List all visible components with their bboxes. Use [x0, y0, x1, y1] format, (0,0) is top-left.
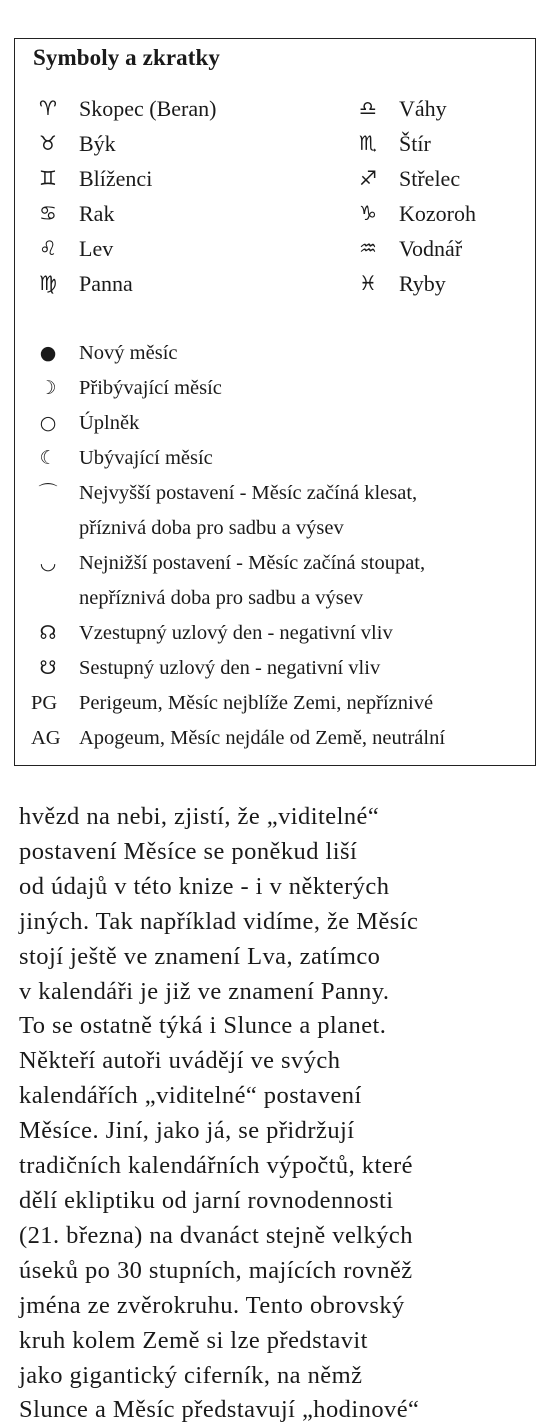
legend-text: Apogeum, Měsíc nejdále od Země, neutrální: [79, 727, 446, 749]
text-line: Někteří autoři uvádějí ve svých: [19, 1047, 341, 1075]
zodiac-label: Kozoroh: [399, 201, 476, 226]
body-paragraph: [19, 800, 534, 1428]
text-line: Slunce a Měsíc představují „hodinové“: [19, 1396, 420, 1424]
symbols-legend-box: [14, 38, 536, 766]
text-line: kalendářích „viditelné“ postavení: [19, 1082, 362, 1110]
text-line: (21. března) na dvanáct stejně velkých: [19, 1221, 413, 1249]
pisces-icon: ♓: [359, 271, 377, 295]
zodiac-label: Lev: [79, 236, 114, 261]
text-line: stojí ještě ve znamení Lva, zatímco: [19, 942, 381, 970]
cancer-icon: ♋: [39, 201, 57, 225]
legend-item: [31, 721, 531, 756]
full-moon-icon: ○: [39, 412, 57, 434]
zodiac-label: Blíženci: [79, 166, 153, 191]
text-line: v kalendáři je již ve znamení Panny.: [19, 977, 390, 1005]
descending-node-icon: ☋: [39, 657, 57, 679]
text-line: tradičních kalendářních výpočtů, které: [19, 1152, 413, 1180]
zodiac-label: Střelec: [399, 166, 461, 191]
text-line: dělí ekliptiku od jarní rovnodennosti: [19, 1186, 394, 1214]
virgo-icon: ♍: [39, 271, 57, 295]
ascending-node-icon: ☊: [39, 622, 57, 644]
zodiac-label: Rak: [79, 201, 115, 226]
legend-item: [31, 651, 531, 686]
legend-text: Úplněk: [79, 412, 140, 434]
zodiac-label: Býk: [79, 131, 116, 156]
zodiac-label: Váhy: [399, 96, 447, 121]
zodiac-label: Vodnář: [399, 236, 463, 261]
new-moon-icon: ●: [39, 342, 57, 364]
text-line: Měsíce. Jiní, jako já, se přidržují: [19, 1117, 355, 1145]
legend-title: Symboly a zkratky: [33, 45, 220, 70]
zodiac-label: Štír: [399, 131, 431, 156]
text-line: jako gigantický ciferník, na němž: [19, 1361, 363, 1389]
text-line: jména ze zvěrokruhu. Tento obrovský: [19, 1291, 405, 1319]
legend-item: [31, 336, 531, 371]
legend-text: Ubývající měsíc: [79, 447, 213, 469]
highest-position-icon: ⌒: [38, 482, 58, 504]
sagittarius-icon: ♐: [359, 166, 377, 190]
taurus-icon: ♉: [39, 131, 57, 155]
capricorn-icon: ♑: [359, 201, 377, 225]
legend-text: Nejvyšší postavení - Měsíc začíná klesat,: [79, 482, 418, 504]
text-line: kruh kolem Země si lze představit: [19, 1326, 368, 1354]
scorpio-icon: ♏: [359, 131, 377, 155]
gemini-icon: ♊: [39, 166, 57, 190]
text-line: postavení Měsíce se poněkud liší: [19, 837, 358, 865]
apogee-abbrev: AG: [31, 727, 61, 749]
aquarius-icon: ♒: [359, 236, 377, 260]
legend-text: Vzestupný uzlový den - negativní vliv: [79, 622, 393, 644]
legend-text: Přibývající měsíc: [79, 377, 222, 399]
legend-item: [31, 441, 531, 476]
moon-symbols-legend: [31, 336, 531, 756]
legend-item: [31, 546, 531, 616]
perigee-abbrev: PG: [31, 692, 58, 714]
legend-text: Nový měsíc: [79, 342, 178, 364]
lowest-position-icon: ◡: [39, 552, 57, 574]
legend-text-continued: příznivá doba pro sadbu a výsev: [79, 517, 344, 539]
waning-moon-icon: ☾: [39, 447, 57, 469]
legend-text: Nejnižší postavení - Měsíc začíná stoupat,: [79, 552, 426, 574]
legend-item: [31, 476, 531, 546]
text-line: To se ostatně týká i Slunce a planet.: [19, 1012, 387, 1040]
legend-text-continued: nepříznivá doba pro sadbu a výsev: [79, 587, 364, 609]
aries-icon: ♈: [39, 96, 57, 120]
text-line: hvězd na nebi, zjistí, že „viditelné“: [19, 803, 380, 830]
legend-item: [31, 616, 531, 651]
text-line: úseků po 30 stupních, majících rovněž: [19, 1256, 413, 1284]
text-line: jiných. Tak například vidíme, že Měsíc: [19, 907, 419, 935]
zodiac-label: Ryby: [399, 271, 446, 296]
legend-item: [31, 406, 531, 441]
legend-text: Sestupný uzlový den - negativní vliv: [79, 657, 381, 679]
zodiac-label: Skopec (Beran): [79, 96, 217, 121]
libra-icon: ♎: [359, 96, 377, 120]
waxing-moon-icon: ☽: [39, 377, 57, 399]
legend-text: Perigeum, Měsíc nejblíže Zemi, nepříznivé: [79, 692, 434, 714]
leo-icon: ♌: [39, 236, 57, 260]
legend-item: [31, 686, 531, 721]
zodiac-label: Panna: [79, 271, 133, 296]
legend-item: [31, 371, 531, 406]
text-line: od údajů v této knize - i v některých: [19, 872, 390, 900]
